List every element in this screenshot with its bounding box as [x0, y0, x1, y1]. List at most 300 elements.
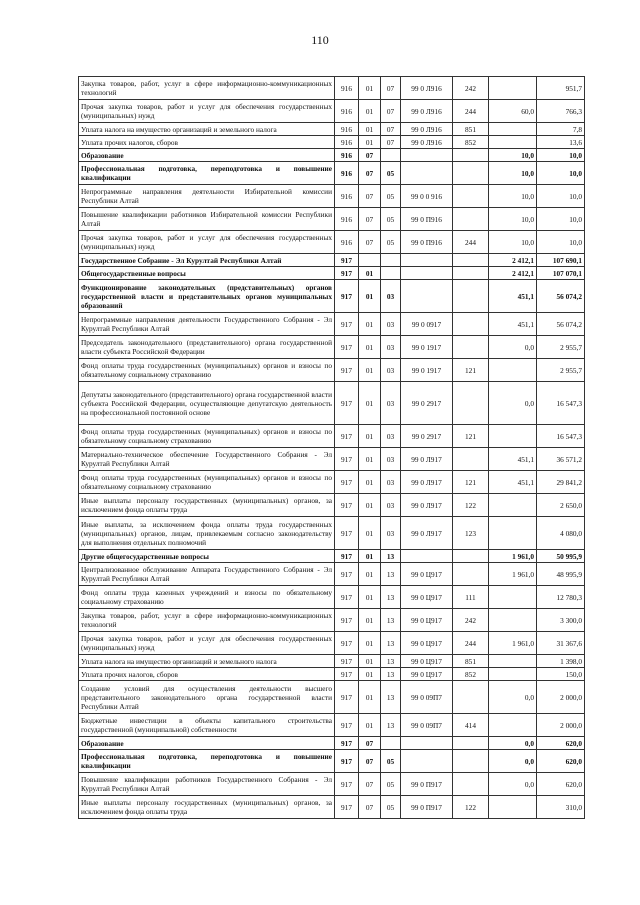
ministry-code: 917 [335, 714, 359, 737]
expense-type-code: 851 [453, 123, 489, 136]
subsection-code: 03 [381, 336, 401, 359]
subsection-code: 13 [381, 550, 401, 563]
expense-type-code: 851 [453, 655, 489, 668]
table-row [79, 609, 585, 632]
section-code: 01 [359, 586, 381, 609]
target-article-code [401, 149, 453, 162]
amount-column-2: 3 300,0 [537, 609, 585, 632]
amount-column-2: 1 398,0 [537, 655, 585, 668]
budget-table [78, 76, 585, 819]
target-article-code: 99 0 Л917 [401, 448, 453, 471]
table-row [79, 280, 585, 313]
amount-column-2: 7,8 [537, 123, 585, 136]
amount-column-1: 10,0 [489, 231, 537, 254]
item-name: Закупка товаров, работ, услуг в сфере информационно-коммуникационных технологий [79, 77, 335, 100]
section-code: 01 [359, 313, 381, 336]
table-row [79, 681, 585, 714]
item-name: Закупка товаров, работ, услуг в сфере информационно-коммуникационных технологий [79, 609, 335, 632]
amount-column-2: 107 690,1 [537, 254, 585, 267]
target-article-code: 99 0 Л916 [401, 100, 453, 123]
table-row [79, 208, 585, 231]
ministry-code: 916 [335, 185, 359, 208]
amount-column-2: 2 000,0 [537, 681, 585, 714]
subsection-code: 03 [381, 359, 401, 382]
item-name: Депутаты законодательного (представительного) органа государственной власти субъекта Российской Федерации, осуществляющие депутатскую деятельность на профессиональной постоянной основе [79, 382, 335, 425]
amount-column-1 [489, 123, 537, 136]
item-name: Создание условий для осуществления деятельности высшего представительного законодательного органа государственной власти Республики Алтай [79, 681, 335, 714]
target-article-code: 99 0 09П7 [401, 681, 453, 714]
section-code: 01 [359, 123, 381, 136]
subsection-code: 13 [381, 563, 401, 586]
ministry-code: 917 [335, 773, 359, 796]
ministry-code: 917 [335, 382, 359, 425]
ministry-code: 917 [335, 586, 359, 609]
table-row [79, 586, 585, 609]
table-row [79, 149, 585, 162]
item-name: Фонд оплаты труда государственных (муниципальных) органов и взносы по обязательному социальному страхованию [79, 471, 335, 494]
table-row [79, 550, 585, 563]
subsection-code: 13 [381, 609, 401, 632]
target-article-code: 99 0 2917 [401, 382, 453, 425]
subsection-code: 03 [381, 382, 401, 425]
expense-type-code: 414 [453, 714, 489, 737]
section-code: 07 [359, 773, 381, 796]
item-name: Уплата налога на имущество организаций и земельного налога [79, 123, 335, 136]
table-row [79, 632, 585, 655]
ministry-code: 916 [335, 208, 359, 231]
expense-type-code: 123 [453, 517, 489, 550]
item-name: Фонд оплаты труда государственных (муниципальных) органов и взносы по обязательному социальному страхованию [79, 425, 335, 448]
ministry-code: 917 [335, 494, 359, 517]
amount-column-1 [489, 517, 537, 550]
target-article-code [401, 550, 453, 563]
table-row [79, 425, 585, 448]
table-row [79, 185, 585, 208]
target-article-code [401, 267, 453, 280]
item-name: Функционирование законодательных (представительных) органов государственной власти и представительных органов муниципальных образований [79, 280, 335, 313]
amount-column-2: 766,3 [537, 100, 585, 123]
expense-type-code: 122 [453, 494, 489, 517]
expense-type-code [453, 313, 489, 336]
table-row [79, 100, 585, 123]
amount-column-1: 10,0 [489, 149, 537, 162]
ministry-code: 917 [335, 517, 359, 550]
target-article-code: 99 0 Л917 [401, 517, 453, 550]
item-name: Профессиональная подготовка, переподготовка и повышение квалификации [79, 162, 335, 185]
section-code: 01 [359, 563, 381, 586]
amount-column-1: 10,0 [489, 162, 537, 185]
section-code: 01 [359, 471, 381, 494]
subsection-code: 13 [381, 586, 401, 609]
amount-column-1 [489, 609, 537, 632]
expense-type-code: 121 [453, 425, 489, 448]
section-code: 01 [359, 280, 381, 313]
amount-column-1: 0,0 [489, 681, 537, 714]
amount-column-1: 451,1 [489, 313, 537, 336]
amount-column-2: 2 955,7 [537, 336, 585, 359]
table-row [79, 359, 585, 382]
expense-type-code [453, 681, 489, 714]
expense-type-code [453, 162, 489, 185]
ministry-code: 916 [335, 123, 359, 136]
ministry-code: 917 [335, 655, 359, 668]
section-code: 01 [359, 668, 381, 681]
subsection-code: 05 [381, 796, 401, 819]
amount-column-2: 951,7 [537, 77, 585, 100]
item-name: Бюджетные инвестиции в объекты капитального строительства государственной (муниципальной) собственности [79, 714, 335, 737]
expense-type-code [453, 550, 489, 563]
amount-column-1 [489, 668, 537, 681]
item-name: Уплата налога на имущество организаций и земельного налога [79, 655, 335, 668]
target-article-code: 99 0 Ц917 [401, 668, 453, 681]
target-article-code: 99 0 Ц917 [401, 563, 453, 586]
section-code: 07 [359, 796, 381, 819]
table-row [79, 123, 585, 136]
target-article-code: 99 0 П916 [401, 208, 453, 231]
ministry-code: 917 [335, 336, 359, 359]
amount-column-2: 10,0 [537, 208, 585, 231]
expense-type-code [453, 773, 489, 796]
amount-column-2: 36 571,2 [537, 448, 585, 471]
ministry-code: 917 [335, 254, 359, 267]
table-row [79, 313, 585, 336]
target-article-code: 99 0 Л917 [401, 471, 453, 494]
table-row [79, 382, 585, 425]
amount-column-1: 2 412,1 [489, 267, 537, 280]
target-article-code: 99 0 Л916 [401, 136, 453, 149]
ministry-code: 916 [335, 231, 359, 254]
target-article-code: 99 0 09П7 [401, 714, 453, 737]
subsection-code: 03 [381, 471, 401, 494]
section-code [359, 254, 381, 267]
item-name: Повышение квалификации работников Избирательной комиссии Республики Алтай [79, 208, 335, 231]
amount-column-1: 451,1 [489, 280, 537, 313]
amount-column-1: 0,0 [489, 773, 537, 796]
ministry-code: 917 [335, 425, 359, 448]
section-code: 01 [359, 77, 381, 100]
expense-type-code [453, 208, 489, 231]
ministry-code: 916 [335, 77, 359, 100]
subsection-code [381, 254, 401, 267]
amount-column-1 [489, 714, 537, 737]
amount-column-2: 29 841,2 [537, 471, 585, 494]
item-name: Общегосударственные вопросы [79, 267, 335, 280]
amount-column-2: 56 074,2 [537, 280, 585, 313]
expense-type-code [453, 254, 489, 267]
item-name: Иные выплаты, за исключением фонда оплаты труда государственных (муниципальных) органов, лицам, привлекаемым согласно законодательству для выполнения отдельных полномочий [79, 517, 335, 550]
table-row [79, 773, 585, 796]
amount-column-2: 107 070,1 [537, 267, 585, 280]
target-article-code: 99 0 Ц917 [401, 609, 453, 632]
ministry-code: 917 [335, 668, 359, 681]
amount-column-1: 0,0 [489, 737, 537, 750]
table-row [79, 162, 585, 185]
ministry-code: 916 [335, 162, 359, 185]
amount-column-1 [489, 586, 537, 609]
subsection-code [381, 149, 401, 162]
amount-column-2: 620,0 [537, 773, 585, 796]
section-code: 07 [359, 208, 381, 231]
table-row [79, 517, 585, 550]
amount-column-1: 1 961,0 [489, 550, 537, 563]
expense-type-code [453, 185, 489, 208]
subsection-code [381, 737, 401, 750]
ministry-code: 917 [335, 267, 359, 280]
expense-type-code [453, 149, 489, 162]
section-code: 07 [359, 185, 381, 208]
section-code: 01 [359, 681, 381, 714]
subsection-code: 13 [381, 632, 401, 655]
amount-column-2: 620,0 [537, 737, 585, 750]
subsection-code: 05 [381, 162, 401, 185]
item-name: Государственное Собрание - Эл Курултай Республики Алтай [79, 254, 335, 267]
subsection-code: 03 [381, 448, 401, 471]
item-name: Повышение квалификации работников Государственного Собрания - Эл Курултай Республики Алтай [79, 773, 335, 796]
amount-column-2: 150,0 [537, 668, 585, 681]
table-row [79, 737, 585, 750]
ministry-code: 917 [335, 359, 359, 382]
target-article-code: 99 0 П916 [401, 231, 453, 254]
item-name: Образование [79, 737, 335, 750]
amount-column-2: 10,0 [537, 149, 585, 162]
amount-column-2: 2 000,0 [537, 714, 585, 737]
section-code: 01 [359, 448, 381, 471]
table-row [79, 336, 585, 359]
amount-column-2: 56 074,2 [537, 313, 585, 336]
amount-column-1: 0,0 [489, 382, 537, 425]
subsection-code: 13 [381, 655, 401, 668]
table-row [79, 231, 585, 254]
amount-column-1 [489, 77, 537, 100]
item-name: Прочая закупка товаров, работ и услуг для обеспечения государственных (муниципальных) нужд [79, 632, 335, 655]
target-article-code: 99 0 Л916 [401, 77, 453, 100]
section-code: 01 [359, 494, 381, 517]
subsection-code: 07 [381, 123, 401, 136]
target-article-code: 99 0 Ц917 [401, 632, 453, 655]
item-name: Непрограммные направления деятельности Государственного Собрания - Эл Курултай Республики Алтай [79, 313, 335, 336]
target-article-code: 99 0 1917 [401, 359, 453, 382]
section-code: 01 [359, 100, 381, 123]
subsection-code: 07 [381, 136, 401, 149]
amount-column-2: 16 547,3 [537, 425, 585, 448]
target-article-code [401, 162, 453, 185]
amount-column-2: 2 650,0 [537, 494, 585, 517]
ministry-code: 916 [335, 100, 359, 123]
amount-column-1: 1 961,0 [489, 563, 537, 586]
expense-type-code: 852 [453, 136, 489, 149]
table-row [79, 494, 585, 517]
table-row [79, 471, 585, 494]
table-row [79, 563, 585, 586]
expense-type-code: 121 [453, 359, 489, 382]
item-name: Иные выплаты персоналу государственных (муниципальных) органов, за исключением фонда оплаты труда [79, 796, 335, 819]
subsection-code: 05 [381, 750, 401, 773]
page-number: 110 [311, 33, 329, 47]
amount-column-2: 13,6 [537, 136, 585, 149]
ministry-code: 917 [335, 563, 359, 586]
expense-type-code [453, 563, 489, 586]
item-name: Фонд оплаты труда государственных (муниципальных) органов и взносы по обязательному социальному страхованию [79, 359, 335, 382]
item-name: Иные выплаты персоналу государственных (муниципальных) органов, за исключением фонда оплаты труда [79, 494, 335, 517]
item-name: Материально-техническое обеспечение Государственного Собрания - Эл Курултай Республики Алтай [79, 448, 335, 471]
item-name: Непрограммные направления деятельности Избирательной комиссии Республики Алтай [79, 185, 335, 208]
target-article-code [401, 737, 453, 750]
subsection-code: 05 [381, 231, 401, 254]
section-code: 01 [359, 714, 381, 737]
item-name: Фонд оплаты труда казенных учреждений и взносы по обязательному социальному страхованию [79, 586, 335, 609]
ministry-code: 917 [335, 550, 359, 563]
target-article-code: 99 0 Ц917 [401, 655, 453, 668]
subsection-code: 13 [381, 668, 401, 681]
ministry-code: 917 [335, 313, 359, 336]
expense-type-code [453, 280, 489, 313]
amount-column-2: 310,0 [537, 796, 585, 819]
target-article-code [401, 280, 453, 313]
expense-type-code: 121 [453, 471, 489, 494]
budget-table-body [79, 77, 585, 819]
subsection-code: 13 [381, 681, 401, 714]
expense-type-code [453, 336, 489, 359]
amount-column-1: 2 412,1 [489, 254, 537, 267]
subsection-code: 05 [381, 773, 401, 796]
amount-column-1 [489, 425, 537, 448]
subsection-code: 05 [381, 185, 401, 208]
ministry-code: 917 [335, 632, 359, 655]
amount-column-1: 10,0 [489, 185, 537, 208]
ministry-code: 917 [335, 280, 359, 313]
item-name: Уплата прочих налогов, сборов [79, 136, 335, 149]
expense-type-code [453, 382, 489, 425]
target-article-code: 99 0 0 916 [401, 185, 453, 208]
amount-column-1: 0,0 [489, 336, 537, 359]
ministry-code: 917 [335, 448, 359, 471]
amount-column-1: 451,1 [489, 471, 537, 494]
section-code: 01 [359, 425, 381, 448]
expense-type-code: 852 [453, 668, 489, 681]
section-code: 07 [359, 162, 381, 185]
amount-column-2: 48 995,9 [537, 563, 585, 586]
section-code: 01 [359, 632, 381, 655]
expense-type-code: 111 [453, 586, 489, 609]
target-article-code: 99 0 2917 [401, 425, 453, 448]
amount-column-2: 16 547,3 [537, 382, 585, 425]
item-name: Другие общегосударственные вопросы [79, 550, 335, 563]
amount-column-1: 10,0 [489, 208, 537, 231]
table-row [79, 668, 585, 681]
subsection-code: 03 [381, 425, 401, 448]
ministry-code: 917 [335, 471, 359, 494]
subsection-code: 03 [381, 280, 401, 313]
amount-column-1: 0,0 [489, 750, 537, 773]
table-row [79, 136, 585, 149]
amount-column-2: 12 780,3 [537, 586, 585, 609]
ministry-code: 917 [335, 681, 359, 714]
expense-type-code [453, 267, 489, 280]
amount-column-2: 10,0 [537, 185, 585, 208]
expense-type-code [453, 737, 489, 750]
amount-column-1 [489, 796, 537, 819]
ministry-code: 917 [335, 796, 359, 819]
target-article-code: 99 0 Л916 [401, 123, 453, 136]
expense-type-code: 244 [453, 231, 489, 254]
expense-type-code [453, 750, 489, 773]
subsection-code: 03 [381, 494, 401, 517]
table-row [79, 77, 585, 100]
item-name: Прочая закупка товаров, работ и услуг для обеспечения государственных (муниципальных) нужд [79, 231, 335, 254]
amount-column-2: 10,0 [537, 162, 585, 185]
amount-column-1 [489, 136, 537, 149]
ministry-code: 917 [335, 750, 359, 773]
ministry-code: 917 [335, 609, 359, 632]
expense-type-code: 242 [453, 609, 489, 632]
expense-type-code [453, 448, 489, 471]
subsection-code: 05 [381, 208, 401, 231]
table-row [79, 254, 585, 267]
expense-type-code: 244 [453, 100, 489, 123]
amount-column-2: 4 080,0 [537, 517, 585, 550]
section-code: 01 [359, 336, 381, 359]
amount-column-2: 31 367,6 [537, 632, 585, 655]
subsection-code: 03 [381, 517, 401, 550]
item-name: Централизованное обслуживание Аппарата Государственного Собрания - Эл Курултай Республики Алтай [79, 563, 335, 586]
item-name: Председатель законодательного (представительного) органа государственной власти субъекта Российской Федерации [79, 336, 335, 359]
subsection-code: 03 [381, 313, 401, 336]
table-row [79, 796, 585, 819]
section-code: 07 [359, 149, 381, 162]
ministry-code: 916 [335, 136, 359, 149]
amount-column-2: 620,0 [537, 750, 585, 773]
item-name: Профессиональная подготовка, переподготовка и повышение квалификации [79, 750, 335, 773]
section-code: 01 [359, 655, 381, 668]
target-article-code: 99 0 П917 [401, 796, 453, 819]
target-article-code: 99 0 Л917 [401, 494, 453, 517]
target-article-code: 99 0 1917 [401, 336, 453, 359]
target-article-code [401, 750, 453, 773]
amount-column-1: 60,0 [489, 100, 537, 123]
item-name: Уплата прочих налогов, сборов [79, 668, 335, 681]
ministry-code: 917 [335, 737, 359, 750]
amount-column-1: 1 961,0 [489, 632, 537, 655]
expense-type-code: 244 [453, 632, 489, 655]
section-code: 07 [359, 737, 381, 750]
target-article-code: 99 0 Ц917 [401, 586, 453, 609]
section-code: 01 [359, 517, 381, 550]
subsection-code [381, 267, 401, 280]
table-row [79, 655, 585, 668]
amount-column-2: 2 955,7 [537, 359, 585, 382]
amount-column-2: 10,0 [537, 231, 585, 254]
section-code: 01 [359, 359, 381, 382]
amount-column-1 [489, 494, 537, 517]
table-row [79, 750, 585, 773]
section-code: 07 [359, 750, 381, 773]
section-code: 01 [359, 550, 381, 563]
subsection-code: 13 [381, 714, 401, 737]
expense-type-code: 242 [453, 77, 489, 100]
ministry-code: 916 [335, 149, 359, 162]
item-name: Прочая закупка товаров, работ и услуг для обеспечения государственных (муниципальных) нужд [79, 100, 335, 123]
target-article-code: 99 0 0917 [401, 313, 453, 336]
table-row [79, 448, 585, 471]
table-row [79, 714, 585, 737]
section-code: 07 [359, 231, 381, 254]
target-article-code [401, 254, 453, 267]
table-row [79, 267, 585, 280]
target-article-code: 99 0 П917 [401, 773, 453, 796]
amount-column-2: 50 995,9 [537, 550, 585, 563]
section-code: 01 [359, 382, 381, 425]
expense-type-code: 122 [453, 796, 489, 819]
